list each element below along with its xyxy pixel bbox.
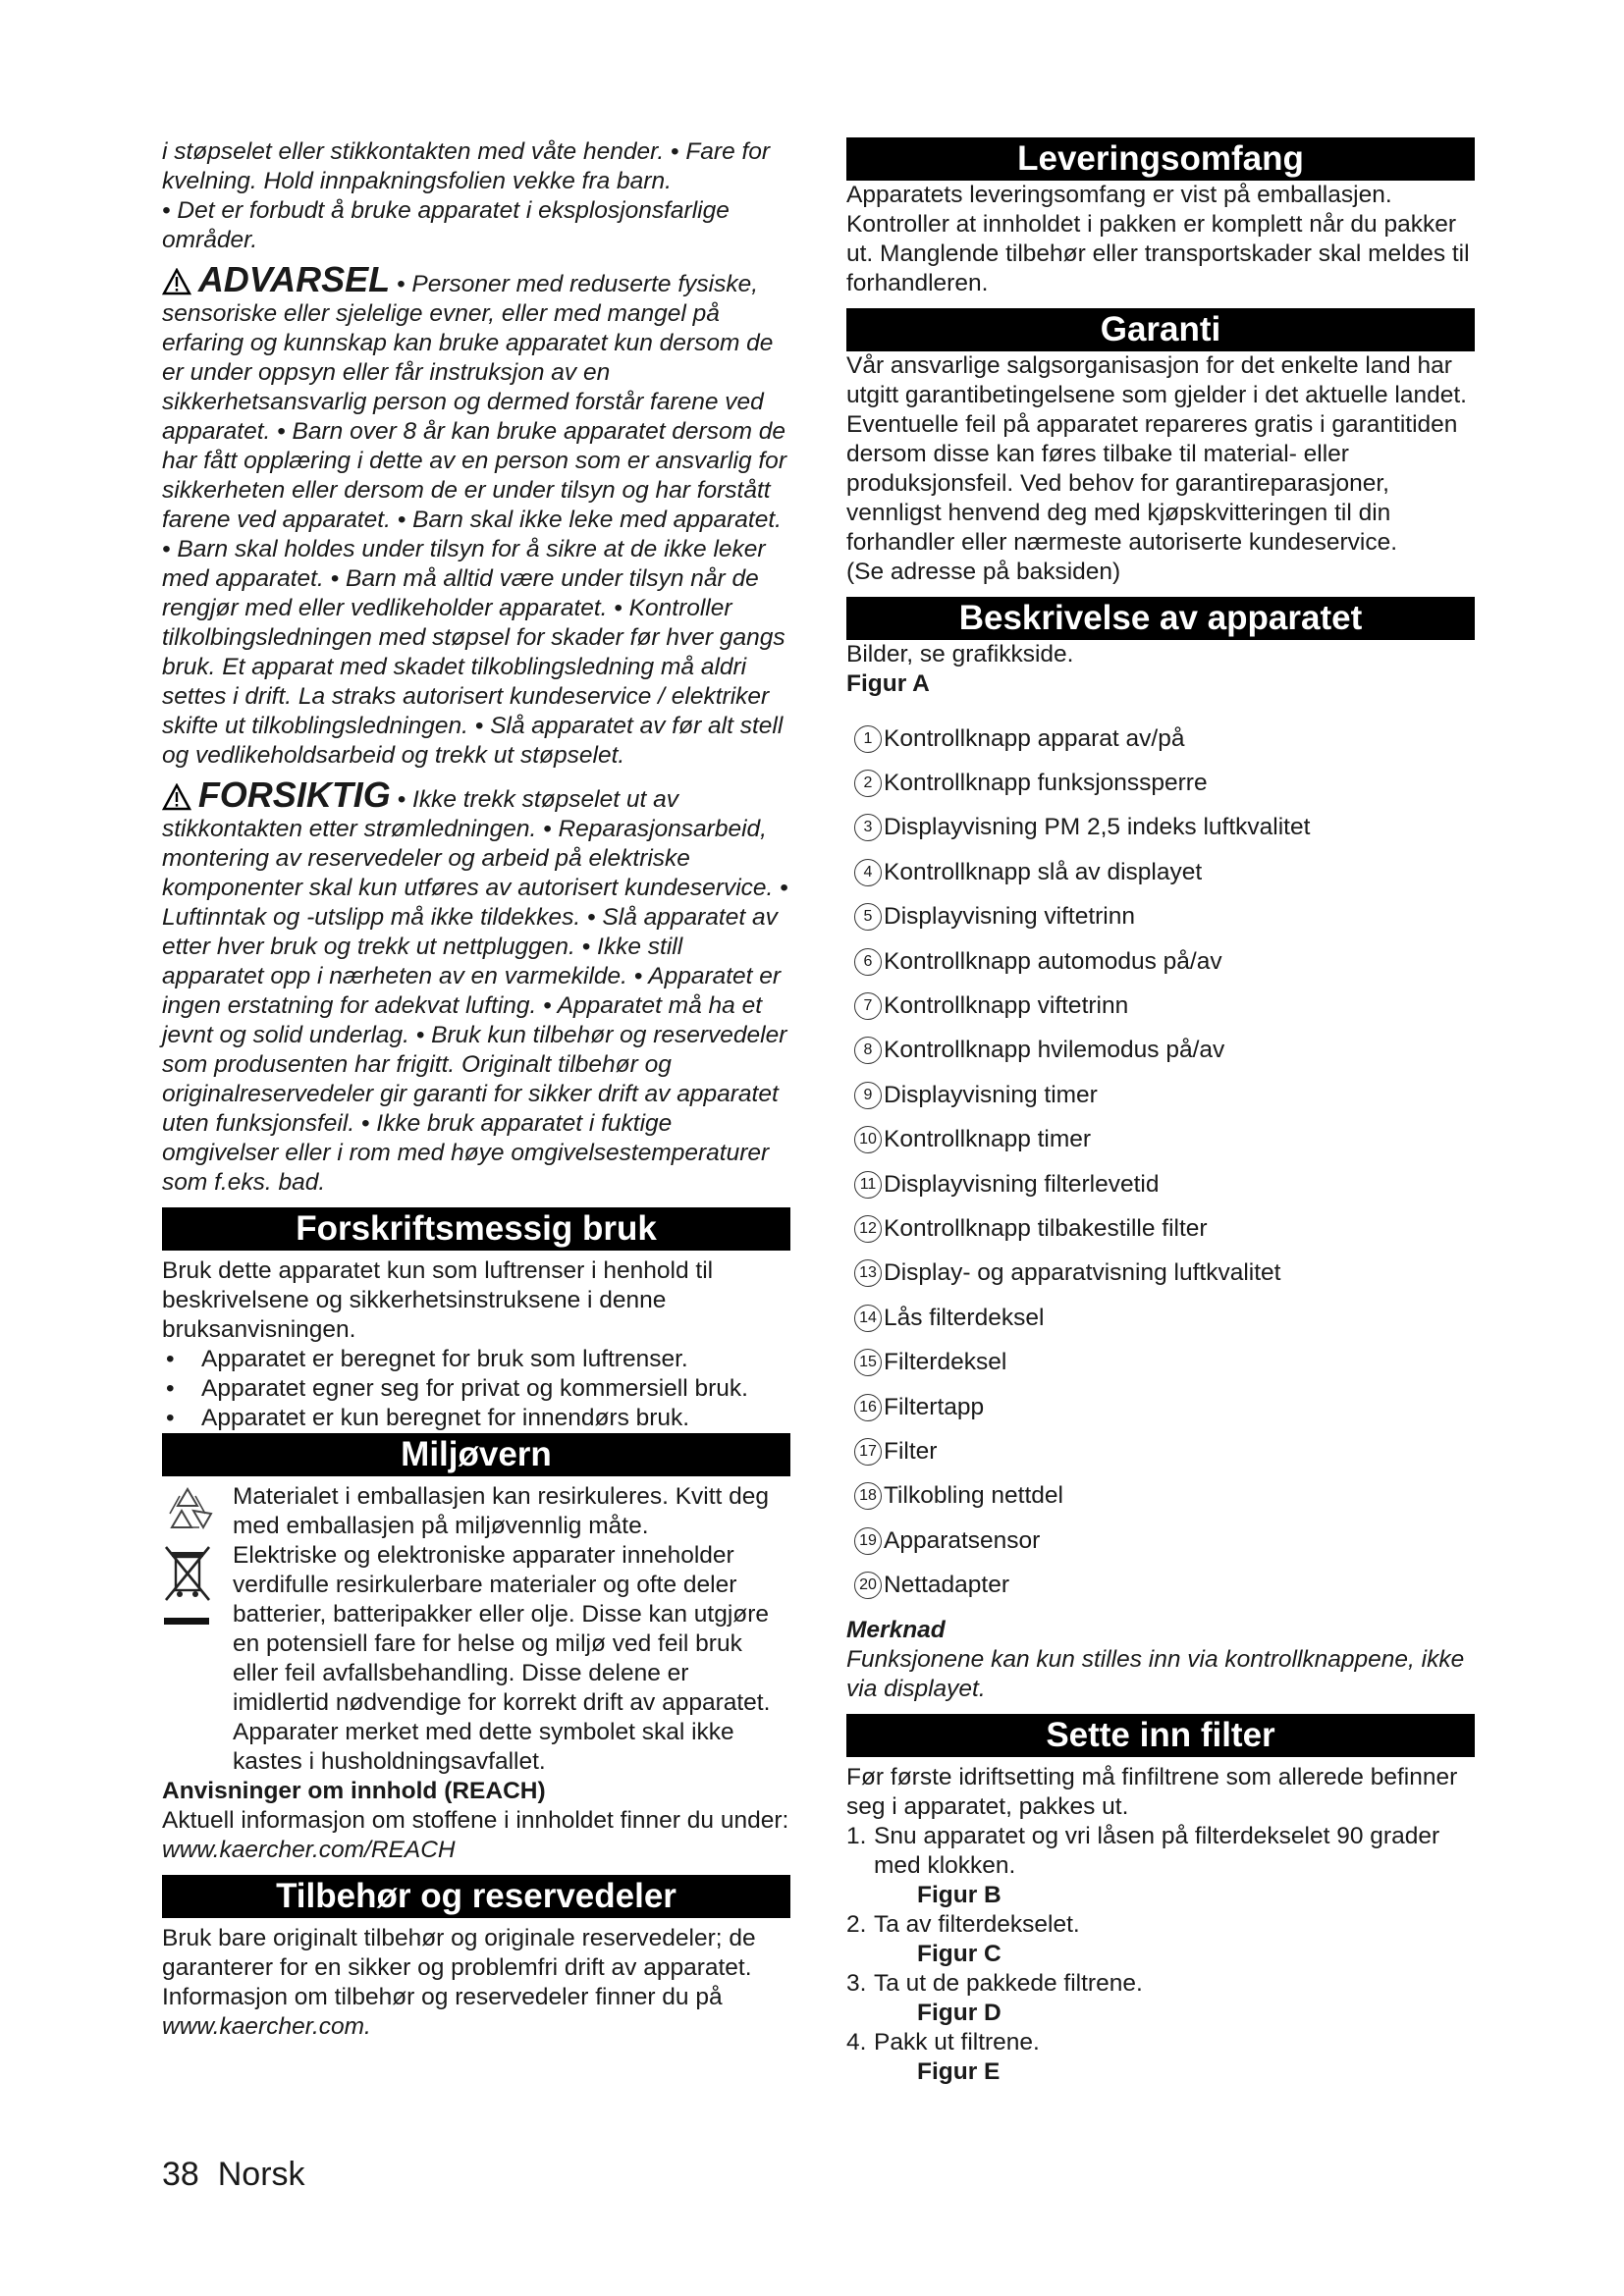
advarsel-text: • Personer med reduserte fysiske, sensoriske eller sjelelige evner, eller med mangel på erfaring og kunnskap kan bruke apparatet kun dersom de er under oppsyn eller får instruksjon av en sikkerhetsansvarlig person og dermed forstår farene ved apparatet. • Barn over 8 år kan bruke apparatet dersom de har fått opplæring i dette av en person som er ansvarlig for sikkerheten eller dersom de er under tilsyn og har forstått farene ved apparatet. • Barn skal ikke leke med apparatet. • Barn skal holdes under tilsyn for å sikre at de ikke leker med apparatet. • Barn må alltid være under tilsyn når de rengjør med eller vedlikeholder apparatet. • Kontroller tilkolbingsledningen med støpsel for skader før hver gangs bruk. Et apparat med skadet tilkoblingsledning må aldri settes i drift. La straks autorisert kundeservice / elektriker skifte ut tilkoblingsledningen. • Slå apparatet av før alt stell og vedlikeholdsarbeid og trekk ut støpselet. (162, 271, 786, 769)
step-number: 3. (846, 1969, 867, 1997)
beskrivelse-intro: Bilder, se grafikkside. (846, 641, 1074, 667)
number-badge: 4 (854, 859, 882, 886)
heading-tilbehor: Tilbehør og reservedeler (162, 1875, 790, 1918)
part-label: Kontrollknapp apparat av/på (884, 724, 1185, 752)
reach-link[interactable]: www.kaercher.com/REACH (162, 1837, 456, 1863)
advarsel-paragraph (162, 259, 790, 771)
list-item (846, 1206, 1475, 1251)
number-badge: 8 (854, 1037, 882, 1064)
number-badge: 18 (854, 1482, 882, 1510)
list-item (846, 1822, 1475, 1910)
part-label: Display- og apparatvisning luftkvalitet (884, 1259, 1281, 1287)
tilbehor-text: Bruk bare originalt tilbehør og originale reservedeler; de garanterer for en sikker og problemfri drift av apparatet. Informasjon om tilbehør og reservedeler finner du på (162, 1925, 756, 2010)
number-badge: 3 (854, 814, 882, 841)
part-label: Kontrollknapp funksjonssperre (884, 770, 1208, 797)
step-figure: Figur B (917, 1881, 1001, 1908)
weee-row (162, 1541, 790, 1777)
number-badge: 19 (854, 1527, 882, 1555)
number-badge: 13 (854, 1259, 882, 1287)
filter-intro: Før første idriftsetting må finfiltrene som allerede befinner seg i apparatet, pakkes ut. (846, 1763, 1458, 1820)
list-item: • Apparatet er kun beregnet for innendørs bruk. (162, 1404, 790, 1433)
number-badge: 1 (854, 725, 882, 753)
list-item (846, 895, 1475, 939)
list-item (846, 2028, 1475, 2087)
crossed-bin-icon (162, 1543, 213, 1639)
left-column (162, 137, 790, 2042)
number-badge: 16 (854, 1394, 882, 1421)
heading-forskrift: Forskriftsmessig bruk (162, 1207, 790, 1251)
number-badge: 2 (854, 770, 882, 797)
step-number: 1. (846, 1822, 867, 1849)
part-label: Nettadapter (884, 1572, 1010, 1599)
levering-text: Apparatets leveringsomfang er vist på emballasjen. Kontroller at innholdet i pakken er komplett når du pakker ut. Manglende tilbehør eller transportskader skal meldes til forhandleren. (846, 182, 1470, 296)
intro-line-1: i støpselet eller stikkontakten med våte hender. • Fare for kvelning. Hold innpakningsfolien vekke fra barn. (162, 138, 771, 194)
part-label: Filtertapp (884, 1393, 985, 1420)
part-label: Displayvisning filterlevetid (884, 1170, 1160, 1198)
part-label: Lås filterdeksel (884, 1304, 1045, 1331)
step-text: Ta ut de pakkede filtrene. (874, 1969, 1143, 1997)
reach-title: Anvisninger om innhold (REACH) (162, 1778, 546, 1804)
weee-text: Elektriske og elektroniske apparater inneholder verdifulle resirkulerbare materialer og ofte deler batterier, batteripakker eller olje. Disse kan utgjøre en potensiell fare for helse og miljø ved feil bruk eller feil avfallsbehandling. Disse delene er imidlertid nødvendige for korrekt drift av apparatet. Apparater merket med dette symbolet skal ikke kastes i husholdningsavfallet. (233, 1542, 771, 1775)
right-column (846, 137, 1475, 2087)
number-badge: 10 (854, 1126, 882, 1153)
forskrift-bullets (162, 1345, 790, 1433)
list-item (846, 1118, 1475, 1162)
list-item (846, 1296, 1475, 1340)
garanti-note: (Se adresse på baksiden) (846, 559, 1121, 585)
list-item (846, 1162, 1475, 1206)
step-text: Ta av filterdekselet. (874, 1910, 1080, 1938)
list-item (846, 1429, 1475, 1473)
step-number: 2. (846, 1910, 867, 1938)
warning-triangle-icon (162, 271, 191, 297)
part-label: Displayvisning PM 2,5 indeks luftkvalitet (884, 814, 1311, 841)
number-badge: 7 (854, 992, 882, 1020)
note-title: Merknad (846, 1616, 946, 1643)
recycle-row (162, 1482, 790, 1541)
forskrift-text: Bruk dette apparatet kun som luftrenser i henhold til beskrivelsene og sikkerhetsinstruksene i denne bruksanvisningen. (162, 1257, 714, 1343)
part-label: Kontrollknapp viftetrinn (884, 992, 1129, 1020)
step-text: Pakk ut filtrene. (874, 2028, 1040, 2056)
recycle-icon (162, 1484, 213, 1541)
list-item (846, 1252, 1475, 1296)
part-label: Displayvisning viftetrinn (884, 903, 1135, 931)
number-badge: 11 (854, 1171, 882, 1199)
forsiktig-text: • Ikke trekk støpselet ut av stikkontakten etter strømledningen. • Reparasjonsarbeid, montering av reservedeler og arbeid på elektriske komponenter skal kun utføres av autorisert kundeservice. • Luftinntak og -utslipp må ikke tildekkes. • Slå apparatet av etter hver bruk og trekk ut nettpluggen. • Ikke still apparatet opp i nærheten av en varmekilde. • Apparatet er ingen erstatning for adekvat lufting. • Apparatet må ha et jevnt og solid underlag. • Bruk kun tilbehør og reservedeler som produsenten har frigitt. Originalt tilbehør og originalreservedeler gir garanti for sikker drift av apparatet uten funksjonsfeil. • Ikke bruk apparatet i fuktige omgivelser eller i rom med høye omgivelsestemperaturer som f.eks. bad. (162, 786, 788, 1196)
list-item (846, 984, 1475, 1028)
list-item (846, 1563, 1475, 1607)
tilbehor-link[interactable]: www.kaercher.com. (162, 2013, 371, 2040)
step-figure: Figur E (917, 2057, 1001, 2085)
step-figure: Figur D (917, 1999, 1001, 2026)
filter-steps (846, 1822, 1475, 2087)
page-number: 38 (162, 2156, 199, 2193)
note-text: Funksjonene kan kun stilles inn via kontrollknappene, ikke via displayet. (846, 1645, 1465, 1702)
heading-beskrivelse: Beskrivelse av apparatet (846, 597, 1475, 640)
reach-paragraph (162, 1806, 790, 1865)
part-label: Filterdeksel (884, 1349, 1007, 1376)
number-badge: 14 (854, 1305, 882, 1332)
part-label: Filter (884, 1437, 938, 1465)
list-item (846, 1519, 1475, 1563)
tilbehor-paragraph (162, 1924, 790, 2042)
part-label: Kontrollknapp automodus på/av (884, 947, 1222, 975)
page-footer (162, 2156, 305, 2194)
part-label: Displayvisning timer (884, 1081, 1098, 1108)
warning-triangle-icon (162, 786, 191, 813)
heading-garanti: Garanti (846, 308, 1475, 351)
list-item (846, 717, 1475, 761)
recycle-text: Materialet i emballasjen kan resirkuleres. Kvitt deg med emballasjen på miljøvennlig måte. (233, 1483, 770, 1539)
heading-miljo: Miljøvern (162, 1433, 790, 1476)
list-item (846, 1910, 1475, 1969)
heading-levering: Leveringsomfang (846, 137, 1475, 181)
intro-line-2: • Det er forbudt å bruke apparatet i eksplosjonsfarlige områder. (162, 197, 730, 253)
page-language: Norsk (217, 2156, 305, 2193)
step-number: 4. (846, 2028, 867, 2056)
number-badge: 17 (854, 1438, 882, 1466)
list-item (846, 1340, 1475, 1384)
parts-list (846, 717, 1475, 1608)
list-item (846, 761, 1475, 805)
list-item: • Apparatet er beregnet for bruk som luftrenser. (162, 1345, 790, 1374)
part-label: Kontrollknapp slå av displayet (884, 858, 1203, 885)
list-item (846, 1969, 1475, 2028)
heading-filter: Sette inn filter (846, 1714, 1475, 1757)
list-item (846, 1385, 1475, 1429)
forsiktig-label: FORSIKTIG (197, 774, 391, 815)
step-text: Snu apparatet og vri låsen på filterdekselet 90 grader med klokken. (874, 1822, 1440, 1879)
part-label: Kontrollknapp timer (884, 1126, 1092, 1153)
number-badge: 12 (854, 1215, 882, 1243)
list-item (846, 939, 1475, 984)
part-label: Apparatsensor (884, 1526, 1041, 1554)
number-badge: 15 (854, 1349, 882, 1376)
garanti-text: Vår ansvarlige salgsorganisasjon for det enkelte land har utgitt garantibetingelsene som gjelder i det aktuelle landet. Eventuelle feil på apparatet repareres gratis i garantitiden dersom disse kan føres tilbake til material- eller produksjonsfeil. Ved behov for garantireparasjoner, vennligst henvend deg med kjøpskvitteringen til din forhandler eller nærmeste autoriserte kundeservice. (846, 352, 1467, 556)
figure-label: Figur A (846, 670, 930, 697)
list-item (846, 850, 1475, 894)
number-badge: 5 (854, 903, 882, 931)
step-figure: Figur C (917, 1940, 1001, 1967)
list-item (846, 1073, 1475, 1117)
part-label: Kontrollknapp hvilemodus på/av (884, 1037, 1225, 1064)
list-item (846, 1474, 1475, 1519)
forsiktig-paragraph (162, 774, 790, 1198)
reach-text: Aktuell informasjon om stoffene i innholdet finner du under: (162, 1807, 789, 1834)
list-item (846, 1029, 1475, 1073)
number-badge: 6 (854, 948, 882, 976)
advarsel-label: ADVARSEL (197, 259, 391, 299)
part-label: Tilkobling nettdel (884, 1482, 1063, 1510)
number-badge: 20 (854, 1572, 882, 1599)
list-item: • Apparatet egner seg for privat og kommersiell bruk. (162, 1374, 790, 1404)
part-label: Kontrollknapp tilbakestille filter (884, 1214, 1208, 1242)
number-badge: 9 (854, 1082, 882, 1109)
list-item (846, 806, 1475, 850)
